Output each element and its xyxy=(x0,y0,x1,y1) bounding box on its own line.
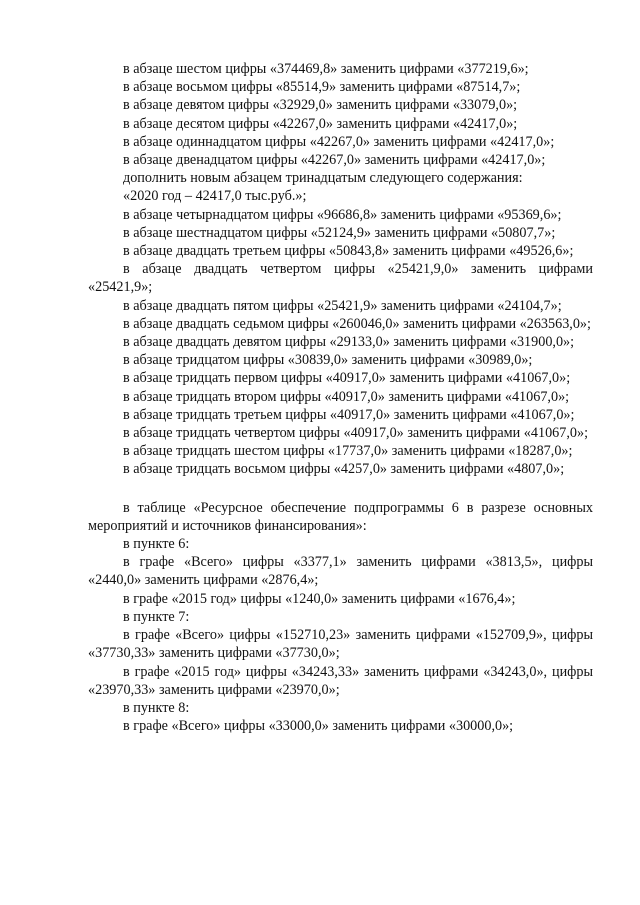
paragraph: в абзаце восьмом цифры «85514,9» заменить цифрами «87514,7»; xyxy=(123,79,521,96)
paragraph: в абзаце одиннадцатом цифры «42267,0» заменить цифрами «42417,0»; xyxy=(123,133,555,150)
paragraph: в абзаце десятом цифры «42267,0» заменить цифрами «42417,0»; xyxy=(123,115,518,132)
paragraph: в абзаце тридцать шестом цифры «17737,0» заменить цифрами «18287,0»; xyxy=(123,443,573,460)
document-body xyxy=(88,60,593,735)
paragraph: «2020 год – 42417,0 тыс.руб.»; xyxy=(123,188,307,205)
paragraph: в абзаце двадцать четвертом цифры «25421,9,0» заменить цифрами «25421,9»; xyxy=(88,261,593,296)
paragraph: в пункте 7: xyxy=(123,608,190,625)
paragraph: в абзаце двадцать девятом цифры «29133,0» заменить цифрами «31900,0»; xyxy=(123,334,575,351)
paragraph: в абзаце четырнадцатом цифры «96686,8» заменить цифрами «95369,6»; xyxy=(123,206,562,223)
paragraph: в абзаце тридцать третьем цифры «40917,0» заменить цифрами «41067,0»; xyxy=(123,406,575,423)
paragraph: в графе «Всего» цифры «152710,23» заменить цифрами «152709,9», цифры «37730,33» заменить цифрами «37730,0»; xyxy=(88,627,593,662)
paragraph-spacer xyxy=(88,479,593,499)
paragraph: дополнить новым абзацем тринадцатым следующего содержания: xyxy=(123,170,523,187)
paragraph: в абзаце девятом цифры «32929,0» заменить цифрами «33079,0»; xyxy=(123,97,518,114)
paragraph: в графе «Всего» цифры «33000,0» заменить цифрами «30000,0»; xyxy=(123,718,514,735)
paragraph: в абзаце шестом цифры «374469,8» заменить цифрами «377219,6»; xyxy=(123,61,529,77)
paragraph: в абзаце тридцать восьмом цифры «4257,0» заменить цифрами «4807,0»; xyxy=(123,461,565,478)
paragraph: в абзаце тридцатом цифры «30839,0» заменить цифрами «30989,0»; xyxy=(123,352,533,369)
paragraph: в абзаце двадцать седьмом цифры «260046,0» заменить цифрами «263563,0»; xyxy=(123,315,591,332)
paragraph: в пункте 6: xyxy=(123,536,190,553)
paragraph: в абзаце двадцать третьем цифры «50843,8» заменить цифрами «49526,6»; xyxy=(123,243,574,260)
paragraph: в графе «Всего» цифры «3377,1» заменить цифрами «3813,5», цифры «2440,0» заменить цифрами «2876,4»; xyxy=(88,554,593,589)
paragraph: в графе «2015 год» цифры «1240,0» заменить цифрами «1676,4»; xyxy=(123,590,516,607)
paragraph: в пункте 8: xyxy=(123,699,190,716)
paragraph: в абзаце двадцать пятом цифры «25421,9» заменить цифрами «24104,7»; xyxy=(123,297,562,314)
paragraph: в абзаце тридцать четвертом цифры «40917,0» заменить цифрами «41067,0»; xyxy=(123,425,589,442)
paragraph: в графе «2015 год» цифры «34243,33» заменить цифрами «34243,0», цифры «23970,33» заменить цифрами «23970,0»; xyxy=(88,663,593,698)
paragraph: в абзаце тридцать первом цифры «40917,0» заменить цифрами «41067,0»; xyxy=(123,370,571,387)
paragraph: в абзаце шестнадцатом цифры «52124,9» заменить цифрами «50807,7»; xyxy=(123,224,556,241)
paragraph: в абзаце двенадцатом цифры «42267,0» заменить цифрами «42417,0»; xyxy=(123,152,546,169)
paragraph: в таблице «Ресурсное обеспечение подпрограммы 6 в разрезе основных мероприятий и источников финансирования»: xyxy=(88,499,593,534)
paragraph: в абзаце тридцать втором цифры «40917,0» заменить цифрами «41067,0»; xyxy=(123,388,570,405)
